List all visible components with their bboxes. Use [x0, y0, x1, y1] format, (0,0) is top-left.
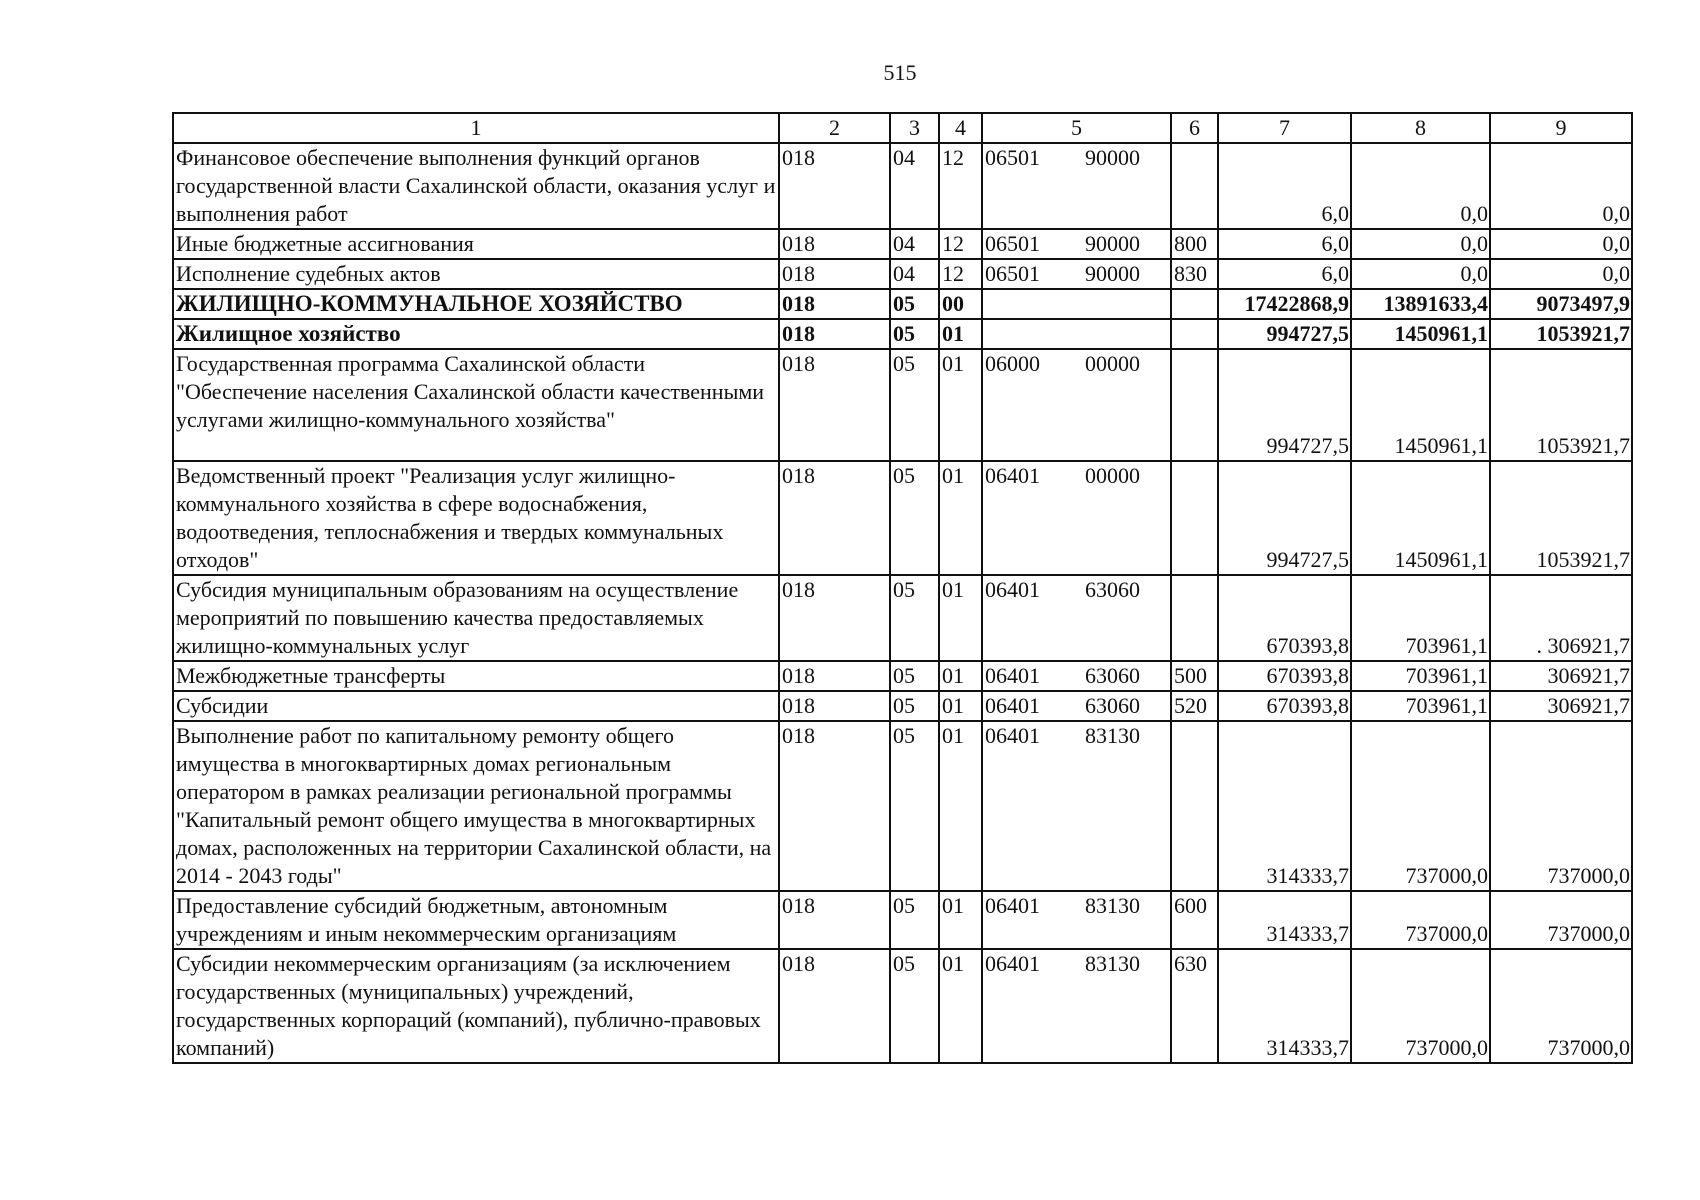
target-article-parts — [983, 144, 1170, 172]
subsection-code: 01 — [939, 461, 982, 575]
amount-year-3: 737000,0 — [1490, 721, 1632, 891]
amount-year-1: 6,0 — [1218, 143, 1351, 229]
target-article-direction: 83130 — [1085, 723, 1140, 748]
section-code: 04 — [890, 259, 939, 289]
amount-year-1: 994727,5 — [1218, 461, 1351, 575]
section-code: 05 — [890, 319, 939, 349]
target-article-parts — [983, 230, 1170, 258]
row-name: Иные бюджетные ассигнования — [173, 229, 779, 259]
amount-year-3: 737000,0 — [1490, 891, 1632, 949]
section-code: 05 — [890, 289, 939, 319]
target-article-program: 06401 — [985, 723, 1040, 748]
table-row — [173, 891, 1632, 949]
section-code: 05 — [890, 349, 939, 461]
header-cell-3: 3 — [890, 113, 939, 143]
target-article-direction: 63060 — [1085, 663, 1140, 688]
row-name: Межбюджетные трансферты — [173, 661, 779, 691]
section-code: 05 — [890, 891, 939, 949]
table-row — [173, 661, 1632, 691]
ministry-code: 018 — [779, 461, 890, 575]
amount-year-2: 0,0 — [1351, 259, 1490, 289]
amount-year-2: 0,0 — [1351, 229, 1490, 259]
subsection-code: 00 — [939, 289, 982, 319]
target-article-program: 06401 — [985, 463, 1040, 488]
target-article-code — [982, 289, 1171, 319]
subsection-code: 01 — [939, 319, 982, 349]
target-article-code — [982, 575, 1171, 661]
section-code: 04 — [890, 143, 939, 229]
target-article-parts — [983, 692, 1170, 720]
ministry-code: 018 — [779, 721, 890, 891]
amount-year-3: 0,0 — [1490, 259, 1632, 289]
amount-year-1: 994727,5 — [1218, 349, 1351, 461]
section-code: 04 — [890, 229, 939, 259]
expense-type-code: 600 — [1171, 891, 1218, 949]
header-cell-5: 5 — [982, 113, 1171, 143]
amount-year-1: 17422868,9 — [1218, 289, 1351, 319]
target-article-parts — [983, 722, 1170, 750]
header-cell-7: 7 — [1218, 113, 1351, 143]
target-article-program: 06501 — [985, 145, 1040, 170]
amount-year-3: 306921,7 — [1490, 661, 1632, 691]
amount-year-1: 314333,7 — [1218, 891, 1351, 949]
expense-type-code — [1171, 575, 1218, 661]
section-code: 05 — [890, 691, 939, 721]
amount-year-2: 737000,0 — [1351, 721, 1490, 891]
table-row — [173, 461, 1632, 575]
ministry-code: 018 — [779, 575, 890, 661]
target-article-direction: 00000 — [1085, 351, 1140, 376]
expense-type-code — [1171, 289, 1218, 319]
expense-type-code: 830 — [1171, 259, 1218, 289]
row-name: Предоставление субсидий бюджетным, автономным учреждениям и иным некоммерческим организациям — [173, 891, 779, 949]
section-code: 05 — [890, 461, 939, 575]
expense-type-code — [1171, 349, 1218, 461]
target-article-program: 06401 — [985, 663, 1040, 688]
subsection-code: 12 — [939, 229, 982, 259]
amount-year-3: 1053921,7 — [1490, 349, 1632, 461]
amount-year-2: 703961,1 — [1351, 661, 1490, 691]
amount-year-1: 314333,7 — [1218, 721, 1351, 891]
target-article-code — [982, 461, 1171, 575]
expense-type-code — [1171, 461, 1218, 575]
target-article-direction: 63060 — [1085, 693, 1140, 718]
table-row — [173, 575, 1632, 661]
expense-type-code — [1171, 721, 1218, 891]
target-article-code — [982, 691, 1171, 721]
target-article-code — [982, 259, 1171, 289]
target-article-program: 06401 — [985, 951, 1040, 976]
target-article-direction: 90000 — [1085, 145, 1140, 170]
row-name: Субсидия муниципальным образованиям на осуществление мероприятий по повышению качества предоставляемых жилищно-коммунальных услуг — [173, 575, 779, 661]
page-number: 515 — [883, 60, 917, 85]
amount-year-2: 703961,1 — [1351, 691, 1490, 721]
target-article-program: 06401 — [985, 577, 1040, 602]
target-article-code — [982, 143, 1171, 229]
table-body — [173, 113, 1632, 1063]
header-cell-8: 8 — [1351, 113, 1490, 143]
ministry-code: 018 — [779, 259, 890, 289]
target-article-parts — [983, 950, 1170, 978]
section-code: 05 — [890, 661, 939, 691]
target-article-direction: 83130 — [1085, 893, 1140, 918]
expense-type-code: 800 — [1171, 229, 1218, 259]
row-name: Государственная программа Сахалинской области "Обеспечение населения Сахалинской области качественными услугами жилищно-коммунального хозяйства" — [173, 349, 779, 461]
target-article-direction: 90000 — [1085, 231, 1140, 256]
row-name: Выполнение работ по капитальному ремонту общего имущества в многоквартирных домах региональным оператором в рамках реализации региональной программы "Капитальный ремонт общего имущества в многоквартирных домах, расположенных на территории Сахалинской области, на 2014 - 2043 годы" — [173, 721, 779, 891]
ministry-code: 018 — [779, 691, 890, 721]
target-article-direction: 83130 — [1085, 951, 1140, 976]
target-article-program: 06501 — [985, 261, 1040, 286]
target-article-program: 06401 — [985, 693, 1040, 718]
ministry-code: 018 — [779, 349, 890, 461]
amount-year-3: . 306921,7 — [1490, 575, 1632, 661]
expense-type-code: 500 — [1171, 661, 1218, 691]
amount-year-2: 13891633,4 — [1351, 289, 1490, 319]
table-row — [173, 691, 1632, 721]
row-name: ЖИЛИЩНО-КОММУНАЛЬНОЕ ХОЗЯЙСТВО — [173, 289, 779, 319]
subsection-code: 01 — [939, 949, 982, 1063]
amount-year-2: 1450961,1 — [1351, 349, 1490, 461]
header-cell-2: 2 — [779, 113, 890, 143]
header-cell-9: 9 — [1490, 113, 1632, 143]
ministry-code: 018 — [779, 143, 890, 229]
expense-type-code: 520 — [1171, 691, 1218, 721]
target-article-program: 06401 — [985, 893, 1040, 918]
subsection-code: 01 — [939, 691, 982, 721]
subsection-code: 01 — [939, 721, 982, 891]
target-article-parts — [983, 260, 1170, 288]
target-article-direction: 90000 — [1085, 261, 1140, 286]
header-cell-1: 1 — [173, 113, 779, 143]
target-article-code — [982, 949, 1171, 1063]
expense-type-code: 630 — [1171, 949, 1218, 1063]
ministry-code: 018 — [779, 289, 890, 319]
section-code: 05 — [890, 949, 939, 1063]
amount-year-3: 1053921,7 — [1490, 461, 1632, 575]
table-row — [173, 721, 1632, 891]
target-article-parts — [983, 350, 1170, 378]
subsection-code: 01 — [939, 661, 982, 691]
expense-type-code — [1171, 319, 1218, 349]
row-name: Исполнение судебных актов — [173, 259, 779, 289]
amount-year-1: 670393,8 — [1218, 575, 1351, 661]
row-name: Ведомственный проект "Реализация услуг жилищно-коммунального хозяйства в сфере водоснабжения, водоотведения, теплоснабжения и твердых коммунальных отходов" — [173, 461, 779, 575]
amount-year-1: 670393,8 — [1218, 691, 1351, 721]
target-article-code — [982, 319, 1171, 349]
amount-year-1: 6,0 — [1218, 229, 1351, 259]
section-code: 05 — [890, 721, 939, 891]
amount-year-1: 994727,5 — [1218, 319, 1351, 349]
amount-year-2: 737000,0 — [1351, 949, 1490, 1063]
header-cell-4: 4 — [939, 113, 982, 143]
target-article-parts — [983, 576, 1170, 604]
table-row — [173, 349, 1632, 461]
amount-year-1: 314333,7 — [1218, 949, 1351, 1063]
table-row — [173, 143, 1632, 229]
header-row — [173, 113, 1632, 143]
amount-year-2: 0,0 — [1351, 143, 1490, 229]
table-row — [173, 289, 1632, 319]
ministry-code: 018 — [779, 891, 890, 949]
target-article-code — [982, 891, 1171, 949]
amount-year-2: 703961,1 — [1351, 575, 1490, 661]
amount-year-2: 737000,0 — [1351, 891, 1490, 949]
table-row — [173, 259, 1632, 289]
amount-year-3: 0,0 — [1490, 229, 1632, 259]
target-article-program: 06000 — [985, 351, 1040, 376]
table-row — [173, 229, 1632, 259]
target-article-code — [982, 349, 1171, 461]
subsection-code: 01 — [939, 349, 982, 461]
target-article-program: 06501 — [985, 231, 1040, 256]
row-name: Субсидии некоммерческим организациям (за исключением государственных (муниципальных) учреждений, государственных корпораций (компаний), публично-правовых компаний) — [173, 949, 779, 1063]
header-cell-6: 6 — [1171, 113, 1218, 143]
expense-type-code — [1171, 143, 1218, 229]
row-name: Жилищное хозяйство — [173, 319, 779, 349]
amount-year-1: 6,0 — [1218, 259, 1351, 289]
subsection-code: 01 — [939, 575, 982, 661]
target-article-direction: 00000 — [1085, 463, 1140, 488]
amount-year-3: 737000,0 — [1490, 949, 1632, 1063]
subsection-code: 12 — [939, 259, 982, 289]
target-article-code — [982, 661, 1171, 691]
ministry-code: 018 — [779, 949, 890, 1063]
target-article-parts — [983, 662, 1170, 690]
target-article-parts — [983, 892, 1170, 920]
amount-year-3: 1053921,7 — [1490, 319, 1632, 349]
amount-year-3: 306921,7 — [1490, 691, 1632, 721]
ministry-code: 018 — [779, 319, 890, 349]
amount-year-2: 1450961,1 — [1351, 319, 1490, 349]
table-row — [173, 949, 1632, 1063]
amount-year-3: 0,0 — [1490, 143, 1632, 229]
subsection-code: 12 — [939, 143, 982, 229]
ministry-code: 018 — [779, 661, 890, 691]
section-code: 05 — [890, 575, 939, 661]
table-row — [173, 319, 1632, 349]
target-article-code — [982, 229, 1171, 259]
target-article-parts — [983, 462, 1170, 490]
target-article-code — [982, 721, 1171, 891]
subsection-code: 01 — [939, 891, 982, 949]
amount-year-2: 1450961,1 — [1351, 461, 1490, 575]
amount-year-1: 670393,8 — [1218, 661, 1351, 691]
budget-table — [172, 112, 1633, 1064]
target-article-direction: 63060 — [1085, 577, 1140, 602]
row-name: Финансовое обеспечение выполнения функций органов государственной власти Сахалинской области, оказания услуг и выполнения работ — [173, 143, 779, 229]
ministry-code: 018 — [779, 229, 890, 259]
row-name: Субсидии — [173, 691, 779, 721]
amount-year-3: 9073497,9 — [1490, 289, 1632, 319]
